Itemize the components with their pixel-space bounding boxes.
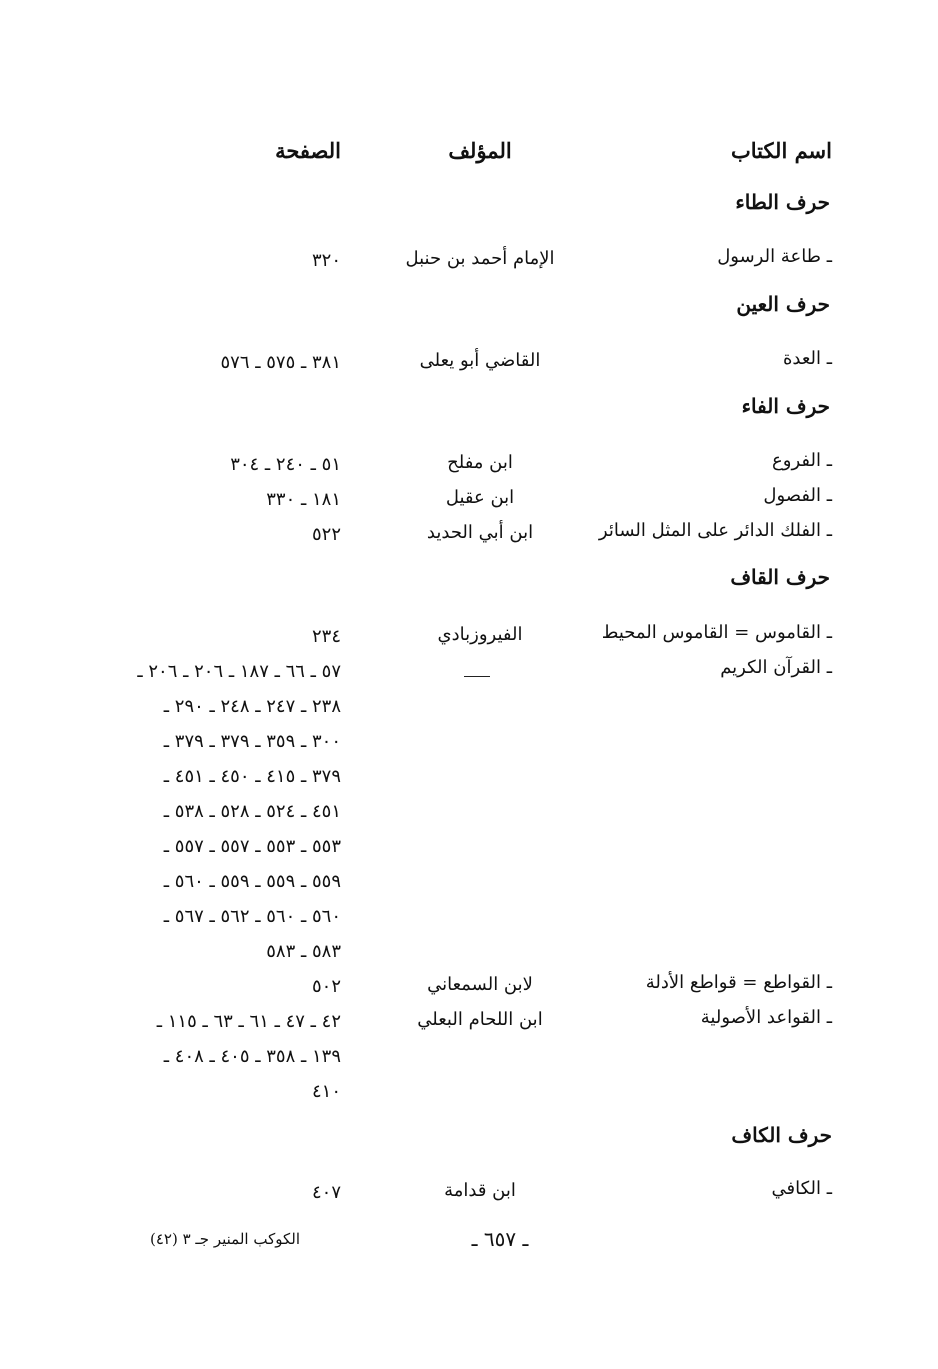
entry-pages: ٥٠٢ xyxy=(311,976,341,997)
column-header-page: الصفحة xyxy=(275,138,341,163)
entry-title: ـ طاعة الرسول xyxy=(717,246,832,267)
entry-title: ـ الفصول xyxy=(763,485,832,506)
entry-title: ـ القواطع = قواطع الأدلة xyxy=(645,972,832,993)
entry-pages-line: ٢٣٨ ـ ٢٤٧ ـ ٢٤٨ ـ ٢٩٠ ـ xyxy=(163,696,341,717)
entry-pages-line: ٥٧ ـ ٦٦ ـ ١٨٧ ـ ٢٠٦ ـ ٢٠٦ ـ xyxy=(137,661,341,682)
entry-pages-line: ٥٨٣ ـ ٥٨٣ xyxy=(266,941,341,962)
book-reference: الكوكب المنير جـ ٣ (٤٢) xyxy=(149,1230,300,1248)
entry-pages-line: ٤٢ ـ ٤٧ ـ ٦١ ـ ٦٣ ـ ١١٥ ـ xyxy=(156,1011,341,1032)
entry-author: ابن عقيل xyxy=(445,487,515,508)
entry-author: ابن اللحام البعلي xyxy=(417,1009,543,1030)
no-author-dash xyxy=(464,676,490,677)
entry-pages-line: ٤٥١ ـ ٥٢٤ ـ ٥٢٨ ـ ٥٣٨ ـ xyxy=(163,801,341,822)
column-header-author: المؤلف xyxy=(448,138,512,163)
entry-pages-line: ١٣٩ ـ ٣٥٨ ـ ٤٠٥ ـ ٤٠٨ ـ xyxy=(163,1046,341,1067)
entry-pages: ٣٢٠ xyxy=(311,250,341,271)
entry-pages: ٣٨١ ـ ٥٧٥ ـ ٥٧٦ xyxy=(220,352,341,373)
entry-title: ـ الفروع xyxy=(772,450,832,471)
entry-pages: ٥١ ـ ٢٤٠ ـ ٣٠٤ xyxy=(230,454,341,475)
entry-author: لابن السمعاني xyxy=(427,974,533,995)
entry-pages: ٤٠٧ xyxy=(311,1182,341,1203)
entry-author: ابن قدامة xyxy=(444,1180,516,1201)
entry-title: ـ الكافي xyxy=(771,1178,832,1199)
section-heading: حرف العين xyxy=(736,292,830,316)
entry-author: الإمام أحمد بن حنبل xyxy=(405,248,555,269)
section-heading: حرف الكاف xyxy=(731,1123,832,1147)
page-number: ـ ٦٥٧ ـ xyxy=(471,1227,529,1251)
entry-pages-line: ٥٥٩ ـ ٥٥٩ ـ ٥٥٩ ـ ٥٦٠ ـ xyxy=(163,871,341,892)
entry-pages: ٥٢٢ xyxy=(311,524,341,545)
entry-title: ـ القرآن الكريم xyxy=(720,657,832,678)
entry-pages: ١٨١ ـ ٣٣٠ xyxy=(266,489,341,510)
entry-pages-line: ٣٠٠ ـ ٣٥٩ ـ ٣٧٩ ـ ٣٧٩ ـ xyxy=(163,731,341,752)
section-heading: حرف القاف xyxy=(730,565,830,589)
entry-author: الفيروزبادي xyxy=(437,624,523,645)
entry-title: ـ القاموس = القاموس المحيط xyxy=(601,622,832,643)
entry-title: ـ القواعد الأصولية xyxy=(700,1007,832,1028)
entry-pages-line: ٤١٠ xyxy=(311,1081,341,1102)
entry-title: ـ الفلك الدائر على المثل السائر xyxy=(598,520,832,541)
entry-pages-line: ٣٧٩ ـ ٤١٥ ـ ٤٥٠ ـ ٤٥١ ـ xyxy=(163,766,341,787)
entry-author: القاضي أبو يعلى xyxy=(419,350,541,371)
section-heading: حرف الطاء xyxy=(735,190,830,214)
entry-pages-line: ٥٥٣ ـ ٥٥٣ ـ ٥٥٧ ـ ٥٥٧ ـ xyxy=(163,836,341,857)
column-header-book-title: اسم الكتاب xyxy=(730,138,832,163)
entry-author: ابن مفلح xyxy=(447,452,513,473)
entry-title: ـ العدة xyxy=(782,348,832,369)
entry-author: ابن أبي الحديد xyxy=(426,522,534,543)
entry-pages-line: ٥٦٠ ـ ٥٦٠ ـ ٥٦٢ ـ ٥٦٧ ـ xyxy=(163,906,341,927)
section-heading: حرف الفاء xyxy=(741,394,830,418)
entry-pages: ٢٣٤ xyxy=(311,626,341,647)
